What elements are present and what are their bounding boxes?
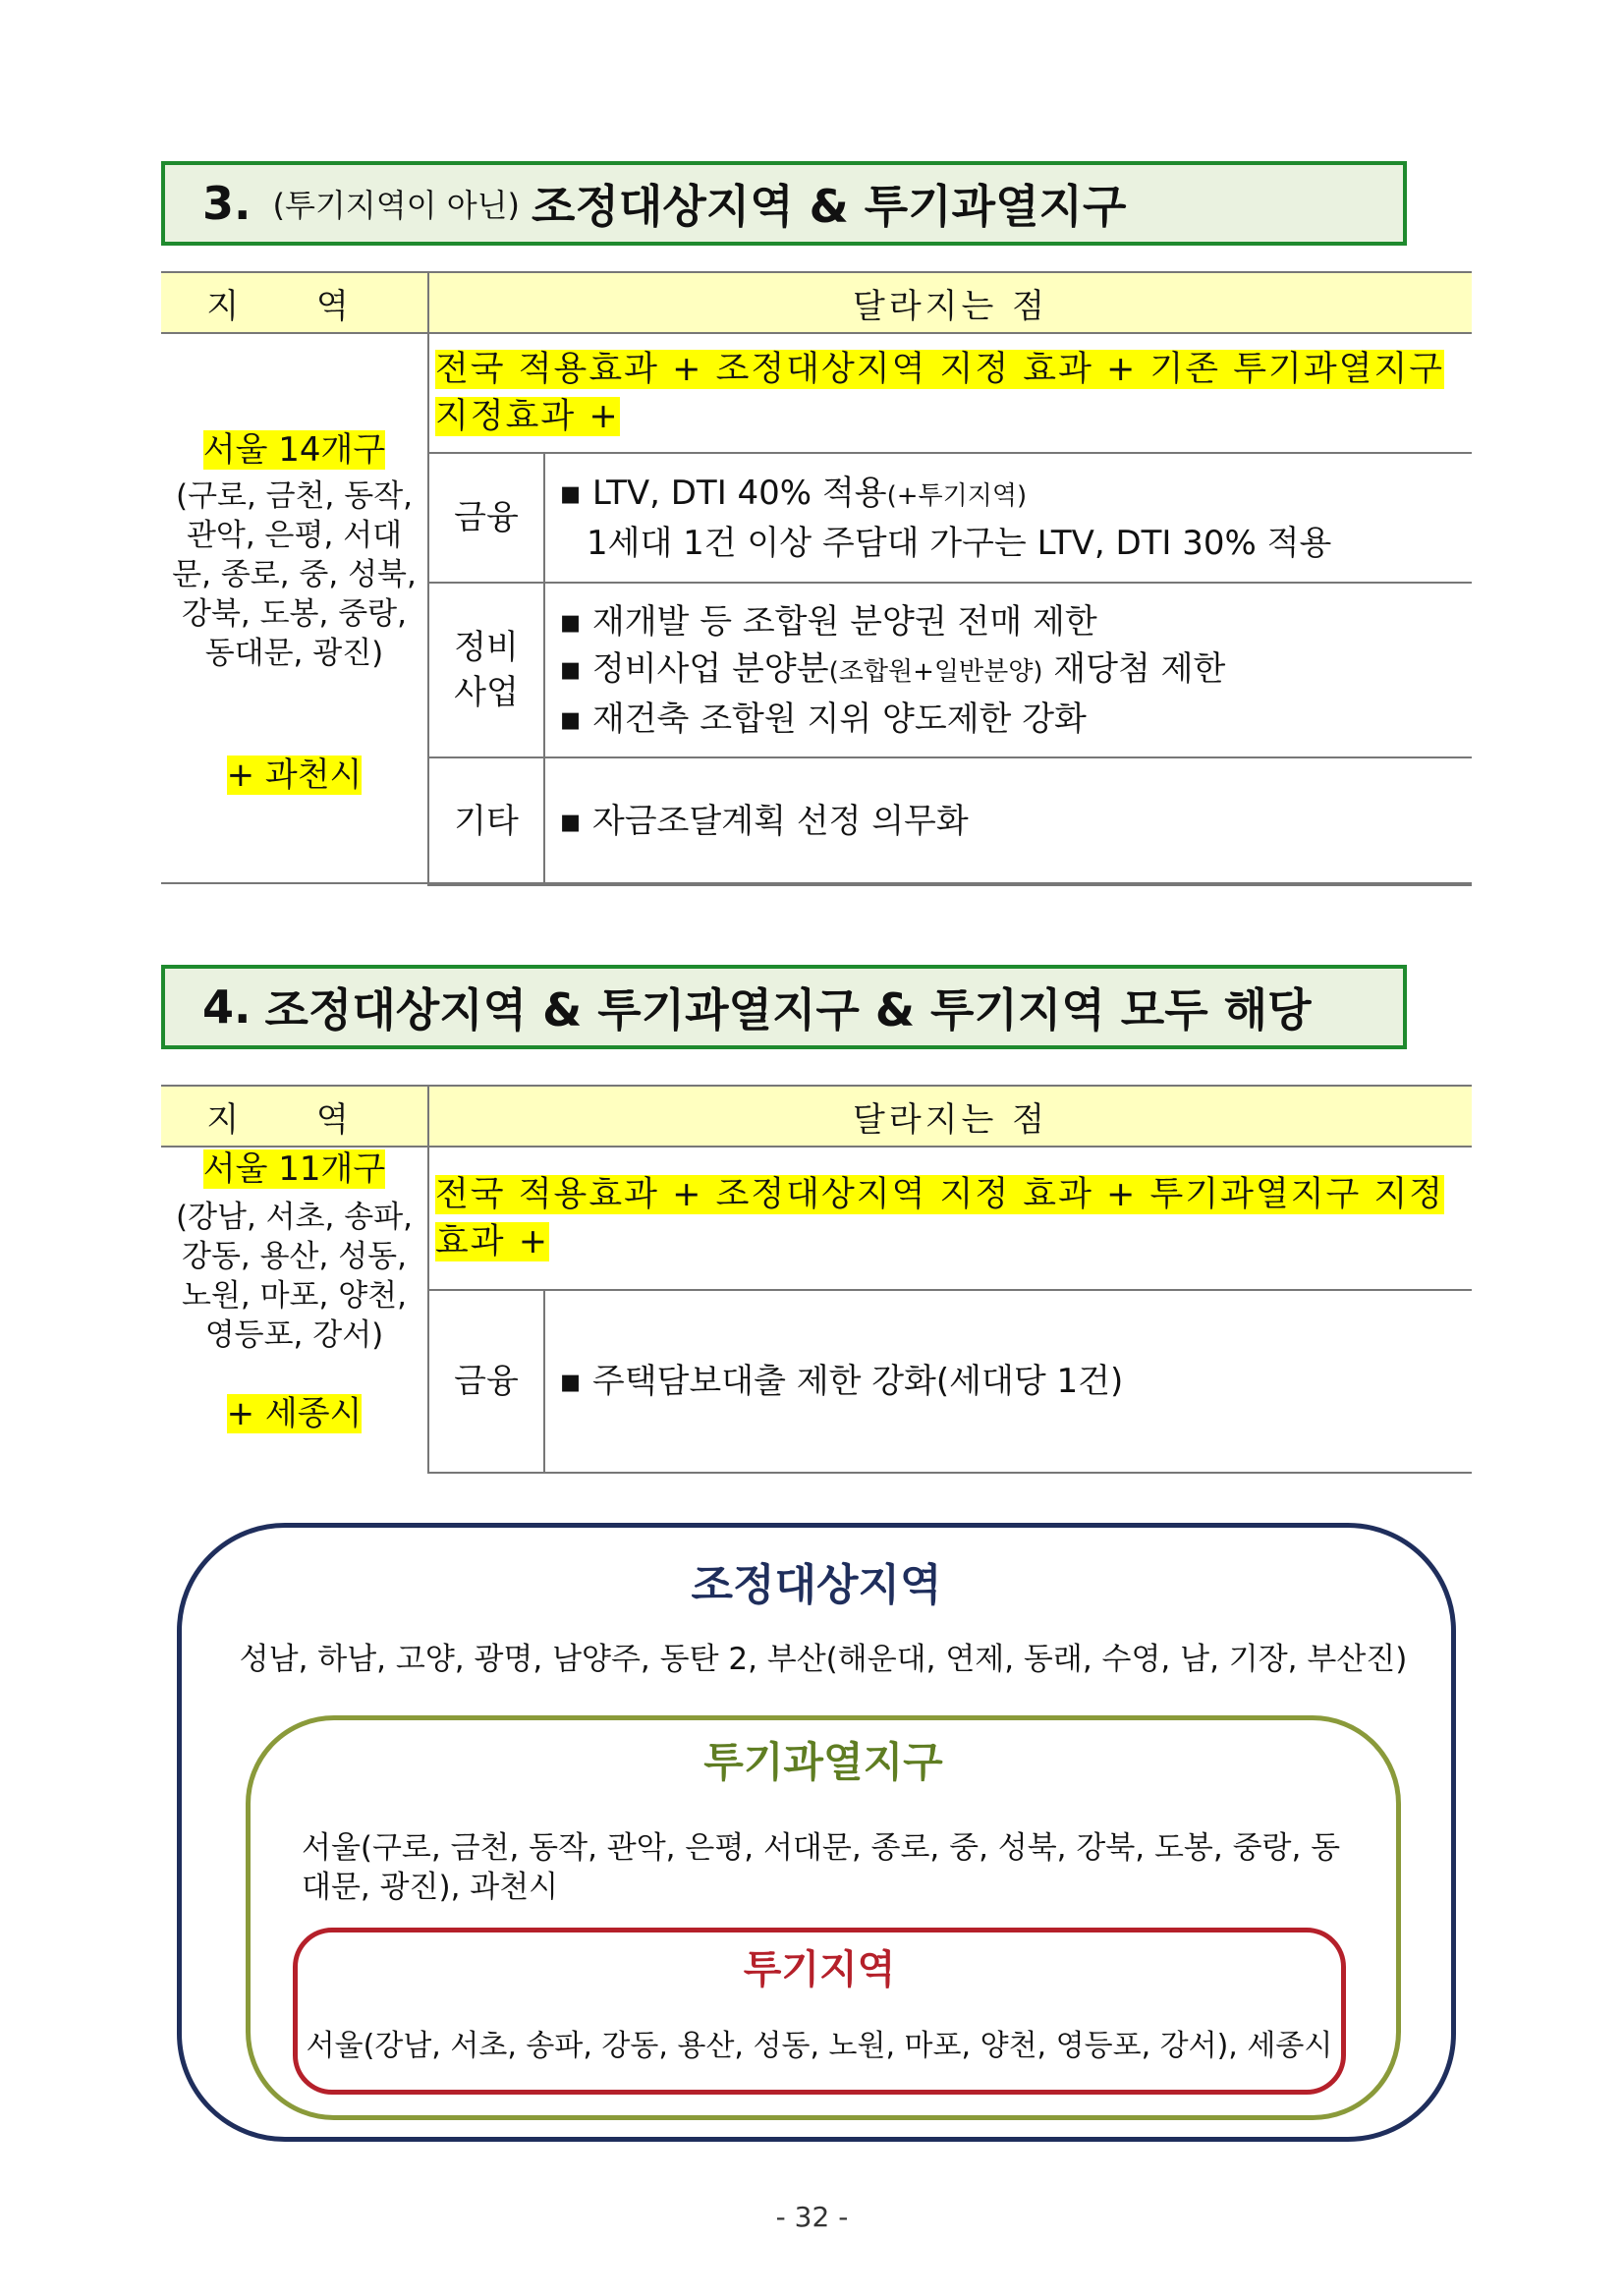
section4-region-list: (강남, 서초, 송파, 강동, 용산, 성동, 노원, 마포, 양천, 영등포, 강서) — [175, 1200, 414, 1353]
section4-region-cell — [161, 1147, 428, 1473]
section4-summary-text: 전국 적용효과 + 조정대상지역 지정 효과 + 투기과열지구 지정효과 + — [435, 1175, 1445, 1261]
section3-prefix: (투기지역이 아닌) — [272, 187, 521, 224]
section3-summary-text: 전국 적용효과 + 조정대상지역 지정 효과 + 기존 투기과열지구 지정효과 + — [435, 350, 1445, 436]
section3-row-finance-body — [544, 453, 1472, 583]
section4-region-extra: + 세종시 — [226, 1394, 363, 1433]
section4-finance-item-1: ▪ 주택담보대출 제한 강화(세대당 1건) — [559, 1362, 1124, 1401]
diagram-outer-text: 성남, 하남, 고양, 광명, 남양주, 동탄 2, 부산(해운대, 연제, 동래, 수영, 남, 기장, 부산진) — [239, 1642, 1408, 1677]
section3-finance-note: (+투기지역) — [886, 480, 1028, 511]
section4-header-region: 지 역 — [161, 1086, 428, 1147]
section3-redev-item-2b: 재당첨 제한 — [1053, 648, 1226, 689]
section3-finance-item-1: ▪ LTV, DTI 40% 적용 — [559, 473, 887, 513]
section3-table — [161, 271, 1472, 886]
diagram-outer-title: 조정대상지역 — [691, 1560, 942, 1610]
section4-table — [161, 1085, 1472, 1474]
section4-header-diff: 달라지는 점 — [428, 1086, 1472, 1147]
diagram-inner-title: 투기지역 — [743, 1947, 896, 1992]
section3-redev-item-1: ▪ 재개발 등 조합원 분양권 전매 제한 — [559, 601, 1097, 642]
section3-summary — [428, 333, 1472, 453]
section3-title — [161, 161, 1407, 246]
diagram-inner-oval — [293, 1928, 1346, 2095]
section3-redev-item-2: ▪ 정비사업 분양분 — [559, 648, 829, 689]
diagram-middle-title: 투기과열지구 — [703, 1738, 943, 1786]
section3-redev-item-3: ▪ 재건축 조합원 지위 양도제한 강화 — [559, 699, 1087, 739]
section3-bottom-rule — [161, 882, 1472, 884]
section4-number: 4. — [202, 980, 252, 1034]
section3-number: 3. — [202, 177, 252, 230]
section3-header-region: 지 역 — [161, 272, 428, 333]
section3-region-cell — [161, 333, 428, 885]
section4-title — [161, 965, 1407, 1049]
section3-row-etc-body — [544, 757, 1472, 885]
section3-row-finance-category: 금융 — [428, 453, 544, 583]
section3-etc-item-1: ▪ 자금조달계획 선정 의무화 — [559, 802, 969, 841]
section4-heading: 조정대상지역 & 투기과열지구 & 투기지역 모두 해당 — [264, 983, 1312, 1036]
section3-redev-note: (조합원+일반분양) — [828, 656, 1043, 687]
section4-row-finance-category: 금융 — [428, 1290, 544, 1473]
section3-header-diff: 달라지는 점 — [428, 272, 1472, 333]
section3-row-redev-body — [544, 583, 1472, 757]
section3-finance-item-2: 1세대 1건 이상 주담대 가구는 LTV, DTI 30% 적용 — [587, 523, 1332, 563]
section4-summary — [428, 1147, 1472, 1290]
section3-region-main: 서울 14개구 — [202, 430, 386, 470]
section4-region-main: 서울 11개구 — [202, 1149, 386, 1189]
diagram-inner-text: 서울(강남, 서초, 송파, 강동, 용산, 성동, 노원, 마포, 양천, 영등포, 강서), 세종시 — [306, 2029, 1333, 2063]
section4-row-finance-body — [544, 1290, 1472, 1473]
section3-row-etc-category: 기타 — [428, 757, 544, 885]
section3-region-extra: + 과천시 — [226, 756, 363, 795]
section3-heading: 조정대상지역 & 투기과열지구 — [532, 180, 1127, 233]
diagram-middle-text: 서울(구로, 금천, 동작, 관악, 은평, 서대문, 종로, 중, 성북, 강북, 도봉, 중랑, 동대문, 광진), 과천시 — [302, 1830, 1341, 1905]
section3-region-list: (구로, 금천, 동작, 관악, 은평, 서대문, 종로, 중, 성북, 강북, 도봉, 중랑, 동대문, 광진) — [172, 478, 417, 671]
section3-row-redev-category: 정비 사업 — [428, 583, 544, 757]
page-number: - 32 - — [775, 2201, 849, 2233]
